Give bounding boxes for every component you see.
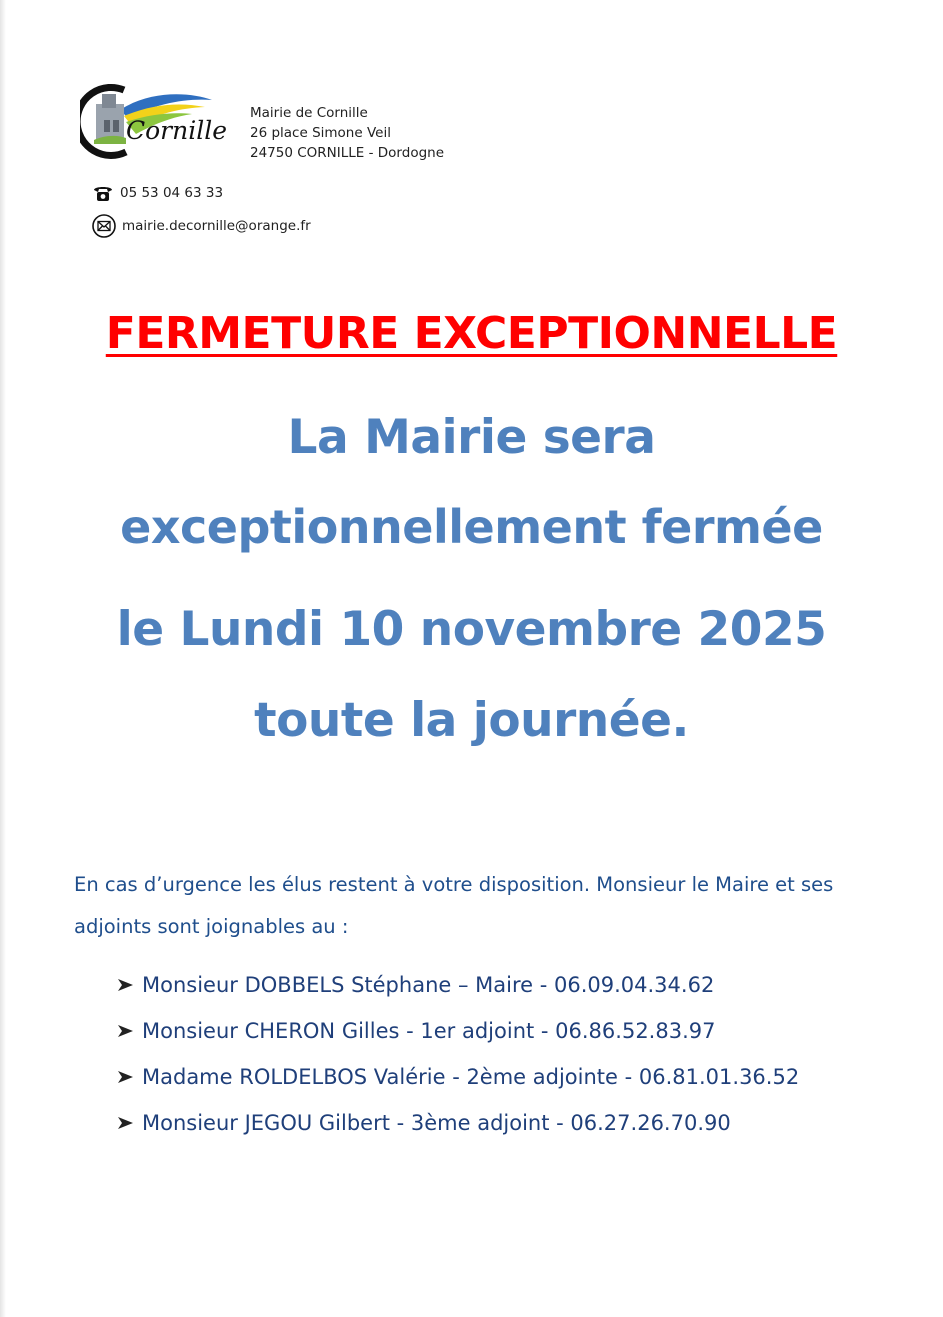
notice-line: toute la journée. (254, 693, 689, 748)
telephone-icon (92, 184, 114, 202)
address-line: 24750 CORNILLE - Dordogne (250, 145, 445, 161)
closure-headline: FERMETURE EXCEPTIONNELLE (105, 308, 838, 359)
notice-line: le Lundi 10 novembre 2025 (116, 602, 827, 657)
cornille-logo (80, 80, 230, 160)
list-item (112, 1054, 799, 1100)
official-contact: Monsieur JEGOU Gilbert - 3ème adjoint - 06.27.26.70.90 (142, 1111, 731, 1135)
arrow-bullet-icon (112, 1115, 140, 1131)
elected-officials-list (112, 962, 799, 1146)
list-item (112, 1100, 799, 1146)
list-item (112, 962, 799, 1008)
town-hall-address (250, 103, 444, 163)
phone-number[interactable]: 05 53 04 63 33 (120, 185, 224, 201)
notice-line: exceptionnellement fermée (120, 500, 823, 554)
list-item (112, 1008, 799, 1054)
official-contact: Monsieur CHERON Gilles - 1er adjoint - 06.86.52.83.97 (142, 1019, 716, 1043)
arrow-bullet-icon (112, 1023, 140, 1039)
arrow-bullet-icon (112, 1069, 140, 1085)
official-contact: Monsieur DOBBELS Stéphane – Maire - 06.09.04.34.62 (142, 973, 715, 997)
envelope-icon (92, 214, 116, 238)
email-address[interactable]: mairie.decornille@orange.fr (122, 218, 311, 234)
address-line: 26 place Simone Veil (250, 125, 391, 141)
email-row (92, 214, 311, 238)
logo-wordmark: Cornille (126, 116, 228, 145)
page-edge (0, 0, 6, 1317)
urgency-paragraph: En cas d’urgence les élus restent à votre disposition. Monsieur le Maire et ses adjoints sont joignables au : (74, 873, 834, 938)
official-contact: Madame ROLDELBOS Valérie - 2ème adjointe - 06.81.01.36.52 (142, 1065, 800, 1089)
notice-line: La Mairie sera (287, 410, 656, 465)
arrow-bullet-icon (112, 977, 140, 993)
address-line: Mairie de Cornille (250, 105, 368, 121)
phone-row (92, 184, 223, 202)
